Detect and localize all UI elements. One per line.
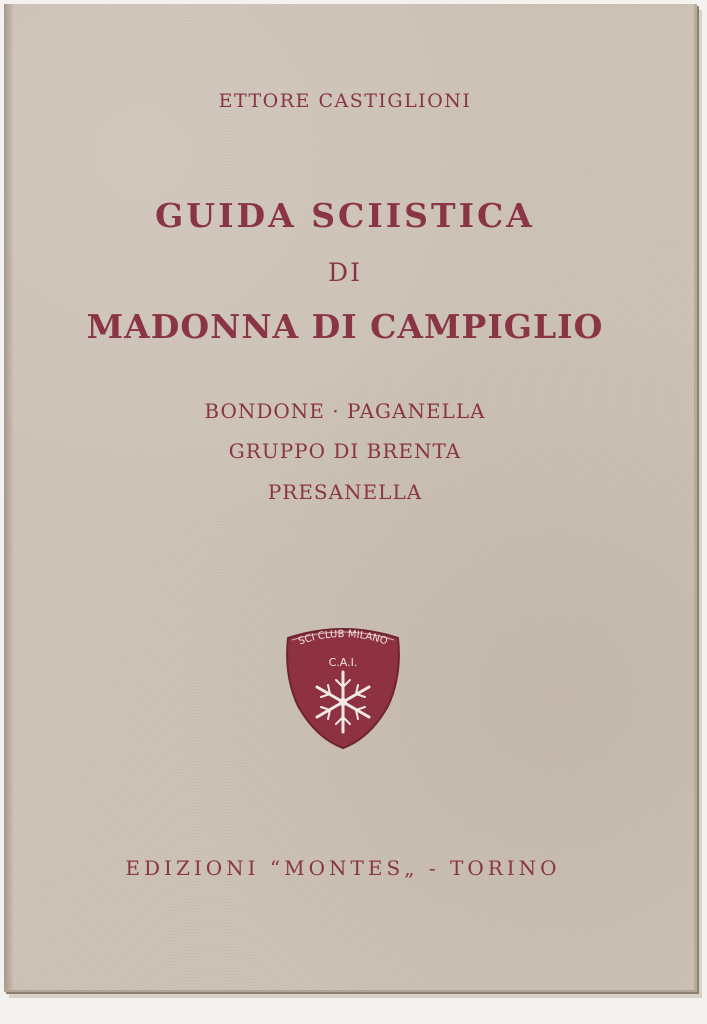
book-cover	[4, 4, 697, 992]
title-line-2: DI	[328, 258, 362, 287]
emblem-cai: C.A.I.	[328, 656, 358, 669]
subtitle-line-1: BONDONE · PAGANELLA	[204, 399, 486, 423]
ski-club-emblem	[280, 616, 406, 750]
title-line-1: GUIDA SCIISTICA	[155, 196, 535, 235]
emblem-club-name: SCI CLUB MILANO	[297, 628, 389, 648]
subtitle-line-3: PRESANELLA	[267, 480, 423, 504]
publisher-line: EDIZIONI “MONTES„ - TORINO	[125, 856, 561, 880]
subtitle-line-2: GRUPPO DI BRENTA	[228, 439, 462, 463]
title-line-3: MADONNA DI CAMPIGLIO	[86, 307, 604, 346]
author-name: ETTORE CASTIGLIONI	[218, 90, 472, 112]
